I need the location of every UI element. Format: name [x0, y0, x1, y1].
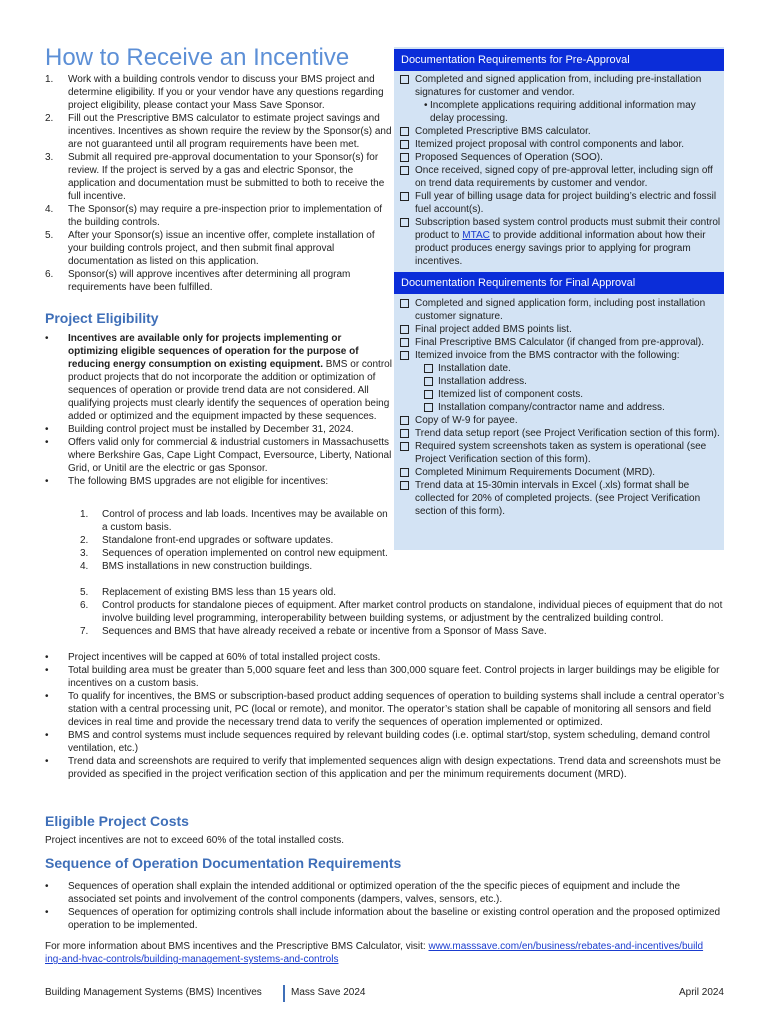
- checklist-item: Itemized invoice from the BMS contractor with the following:: [400, 349, 722, 362]
- list-item: 4. The Sponsor(s) may require a pre-inspection prior to implementation of the building controls.: [45, 204, 383, 228]
- final-approval-heading: Documentation Requirements for Final Approval: [394, 272, 724, 294]
- list-item: 4. BMS installations in new construction buildings.: [80, 561, 313, 572]
- list-item: 5. Replacement of existing BMS less than 15 years old.: [80, 587, 337, 598]
- preapproval-checklist: [400, 73, 722, 268]
- masssave-link[interactable]: www.masssave.com/en/business/rebates-and-incentives/building-and-hvac-controls/building-management-systems-and-controls: [45, 941, 704, 965]
- eligibility-heading: Project Eligibility: [45, 310, 159, 326]
- checklist-subitem: Itemized list of component costs.: [400, 388, 722, 401]
- footer-divider: [283, 985, 285, 1002]
- checklist-item: Proposed Sequences of Operation (SOO).: [400, 151, 722, 164]
- checklist-item: Completed and signed application from, including pre-installation signatures for customer and vendor.: [400, 73, 722, 99]
- costs-heading: Eligible Project Costs: [45, 813, 189, 829]
- checkbox[interactable]: [400, 166, 409, 175]
- checklist-item: Subscription based system control products must submit their control product to MTAC to provide additional information about how their product produces energy savings prior to applying for program incentives.: [400, 216, 722, 268]
- list-item: 3. Submit all required pre-approval documentation to your Sponsor(s) for review. If the project is served by a gas and electric Sponsor, the application and documentation must be submitted to both to receive the full incentive.: [45, 152, 385, 202]
- list-item: 1. Work with a building controls vendor to discuss your BMS project and determine eligibility. If you or your vendor have any questions regarding project eligibility, please contact your Mass Save Sponsor.: [45, 74, 384, 111]
- checklist-subitem: Installation address.: [400, 375, 722, 388]
- mtac-link[interactable]: MTAC: [462, 230, 490, 241]
- checkbox[interactable]: [400, 325, 409, 334]
- footer-program: Building Management Systems (BMS) Incentives: [45, 987, 262, 998]
- checkbox[interactable]: [400, 299, 409, 308]
- sequence-heading: Sequence of Operation Documentation Requirements: [45, 855, 402, 871]
- list-item: • Total building area must be greater than 5,000 square feet and less than 300,000 square feet. Control projects in larger buildings may be eligible for incentives on a custom basis.: [45, 665, 720, 689]
- list-item: • To qualify for incentives, the BMS or subscription-based product adding sequences of operation to building systems shall include a central operator’s station with a central processing unit, PC (local or remote), and monitor. The operator’s station shall be capable of monitoring all sensors and field devices in real time and provide the necessary trend data to verify the sequences of operation implemented or optimized.: [45, 691, 725, 728]
- list-item: • The following BMS upgrades are not eligible for incentives:: [45, 476, 329, 487]
- final-approval-checklist: [400, 297, 722, 518]
- checklist-item: Completed and signed application form, including post installation customer signature.: [400, 297, 722, 323]
- checkbox[interactable]: [400, 481, 409, 490]
- checklist-item: Final Prescriptive BMS Calculator (if changed from pre-approval).: [400, 336, 722, 349]
- not-eligible-list-continued: [45, 586, 725, 638]
- checklist-item: Once received, signed copy of pre-approval letter, including sign off on trend data requirements by customer and vendor.: [400, 164, 722, 190]
- checkbox[interactable]: [400, 153, 409, 162]
- checkbox[interactable]: [400, 127, 409, 136]
- checkbox[interactable]: [400, 468, 409, 477]
- checkbox[interactable]: [400, 416, 409, 425]
- list-item: • Building control project must be installed by December 31, 2024.: [45, 424, 354, 435]
- sequence-list: [45, 880, 725, 932]
- list-item: • Incentives are available only for projects implementing or optimizing eligible sequences of operation for the purpose of reducing energy consumption on existing equipment. BMS or control product projects that do not incorporate the addition or optimization of sequences of operation or provide trend data are not considered. All qualifying projects must clearly identify the sequences of operation being added or optimized and the equipment impacted by these sequences.: [45, 333, 392, 422]
- list-item: 2. Standalone front-end upgrades or software updates.: [80, 535, 334, 546]
- list-item: 7. Sequences and BMS that have already received a rebate or incentive from a Sponsor of Mass Save.: [80, 626, 547, 637]
- checkbox[interactable]: [400, 140, 409, 149]
- list-item: 5. After your Sponsor(s) issue an incentive offer, complete installation of your building controls project, and then submit final approval documentation as listed on this application.: [45, 230, 375, 267]
- checklist-subitem: Installation date.: [400, 362, 722, 375]
- checkbox[interactable]: [424, 364, 433, 373]
- footer-date: April 2024: [678, 987, 724, 998]
- checklist-item: Trend data at 15-30min intervals in Excel (.xls) format shall be collected for 20% of completed projects. (see Project Verification section of this form).: [400, 479, 722, 518]
- checkbox[interactable]: [424, 377, 433, 386]
- checklist-item: Completed Prescriptive BMS calculator.: [400, 125, 722, 138]
- checkbox[interactable]: [400, 338, 409, 347]
- page-title: How to Receive an Incentive: [45, 44, 350, 71]
- list-item: • Project incentives will be capped at 60% of total installed project costs.: [45, 652, 381, 663]
- checklist-subitem: • Incomplete applications requiring additional information may delay processing.: [424, 100, 696, 124]
- list-item: 2. Fill out the Prescriptive BMS calculator to estimate project savings and incentives. Incentives as shown require the review by the Sponsor(s) and are not guaranteed until all program requirements have been met.: [45, 113, 392, 150]
- costs-text: Project incentives are not to exceed 60% of the total installed costs.: [45, 835, 345, 846]
- list-item: • Sequences of operation shall explain the intended additional or optimized operation of the the specific pieces of equipment and include the associated set points and involvement of the control components (dampers, valves, sensors, etc.).: [45, 881, 681, 905]
- checkbox[interactable]: [424, 390, 433, 399]
- list-item: 6. Sponsor(s) will approve incentives after determining all program requirements have been fulfilled.: [45, 269, 351, 293]
- eligibility-list-continued: [45, 651, 725, 781]
- list-item: • Offers valid only for commercial & industrial customers in Massachusetts where Berkshire Gas, Cape Light Compact, Eversource, Liberty, National Grid, or Unitil are the electric or gas Sponsor.: [45, 437, 392, 474]
- footer-sponsor: Mass Save 2024: [291, 987, 366, 998]
- not-eligible-list: [45, 508, 393, 573]
- checkbox[interactable]: [400, 429, 409, 438]
- list-item: 1. Control of process and lab loads. Incentives may be available on a custom basis.: [80, 509, 388, 533]
- checkbox[interactable]: [400, 218, 409, 227]
- list-item: • Sequences of operation for optimizing controls shall include information about the baseline or existing control operation and the proposed optimized operation to be implemented.: [45, 907, 721, 931]
- checkbox[interactable]: [400, 75, 409, 84]
- list-item: • Trend data and screenshots are required to verify that implemented sequences align with design expectations. Trend data and screenshots must be provided as specified in the project verification section of this application and per the minimum requirements document (MRD).: [45, 756, 721, 780]
- list-item: 3. Sequences of operation implemented on control new equipment.: [80, 548, 388, 559]
- checklist-item: Completed Minimum Requirements Document (MRD).: [400, 466, 722, 479]
- checklist-item: Trend data setup report (see Project Verification section of this form).: [400, 427, 722, 440]
- eligibility-list: [45, 332, 393, 488]
- list-item: 6. Control products for standalone pieces of equipment. After market control products on standalone, individual pieces of equipment that do not involve building level programming, interoperability between building systems, or adjustment by the centralized building control.: [80, 600, 723, 624]
- list-item: • BMS and control systems must include sequences required by relevant building codes (i.e. optimal start/stop, system scheduling, demand control ventilation, etc.): [45, 730, 710, 754]
- checklist-item: Full year of billing usage data for project building’s electric and fossil fuel account(s).: [400, 190, 722, 216]
- preapproval-heading: Documentation Requirements for Pre-Approval: [394, 49, 724, 71]
- checklist-item: Itemized project proposal with control components and labor.: [400, 138, 722, 151]
- checkbox[interactable]: [400, 442, 409, 451]
- checklist-item: Copy of W-9 for payee.: [400, 414, 722, 427]
- checkbox[interactable]: [400, 192, 409, 201]
- checklist-item: Final project added BMS points list.: [400, 323, 722, 336]
- checklist-item: Required system screenshots taken as system is operational (see Project Verification section of this form).: [400, 440, 722, 466]
- incentive-steps-list: [45, 73, 393, 294]
- checkbox[interactable]: [424, 403, 433, 412]
- checklist-subitem: Installation company/contractor name and address.: [400, 401, 722, 414]
- more-info-text: For more information about BMS incentives and the Prescriptive BMS Calculator, visit: www.masssave.com/en/business/rebates-and-incentives/building-and-hvac-controls/building-management-systems-and-controls: [45, 941, 704, 965]
- checkbox[interactable]: [400, 351, 409, 360]
